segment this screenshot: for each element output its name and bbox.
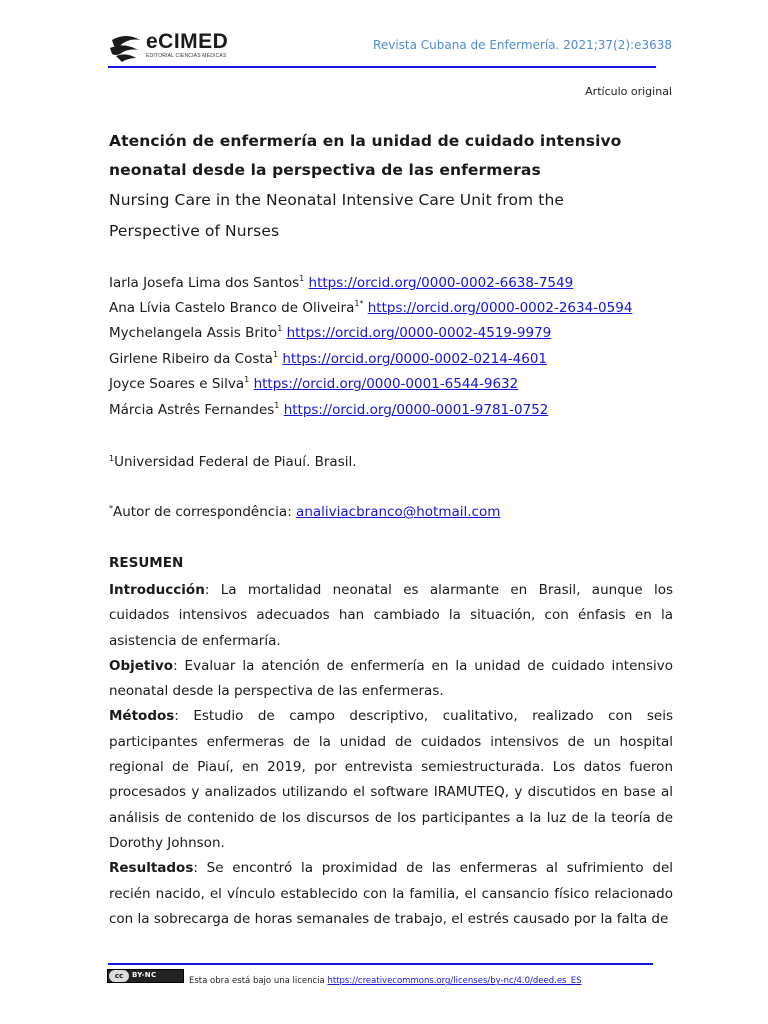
logo-subtitle: EDITORIAL CIENCIAS MÉDICAS <box>146 53 227 59</box>
author-name: Márcia Astrês Fernandes <box>109 402 275 418</box>
correspondence-label: Autor de correspondência: <box>113 504 297 520</box>
abstract-section-separator: : <box>173 657 185 674</box>
abstract-section-text: Estudio de campo descriptivo, cualitativo, realizado con seis participantes enfermeras de la unidad de cuidados intensivos de un hospital regional de Piauí, en 2019, por entrevista semiestructurada. Los datos fueron procesados y analizados utilizando el software IRAMUTEQ, y discutidos en base al análisis de contenido de los discursos de los participantes a la luz de la teoría de Dorothy Johnson. <box>109 708 674 851</box>
license-notice <box>189 976 582 986</box>
cc-icon: cc <box>109 970 129 982</box>
title-english-line-1: Nursing Care in the Neonatal Intensive Care Unit from the <box>109 191 565 209</box>
author-name: Joyce Soares e Silva <box>109 376 245 392</box>
author-affiliation-mark: 1 <box>274 401 280 410</box>
abstract-section-text: La mortalidad neonatal es alarmante en Brasil, aunque los cuidados intensivos adecuados han cambiado la situación, con énfasis en la asistencia de enfermaría. <box>109 582 673 649</box>
title-spanish-line-1: Atención de enfermería en la unidad de cuidado intensivo <box>109 132 622 150</box>
author-line <box>109 300 632 316</box>
author-line <box>109 376 518 392</box>
cc-badge-label: BY-NC <box>132 971 157 979</box>
journal-citation: Revista Cubana de Enfermería. 2021;37(2):e3638 <box>373 38 672 52</box>
header-divider <box>108 66 656 68</box>
abstract-section-text: Se encontró la proximidad de las enfermeras al sufrimiento del recién nacido, el vínculo establecido con la familia, el cansancio físico relacionado con la sobrecarga de horas semanales de trabajo, el estrés causado por la falta de <box>109 860 673 927</box>
footer-divider <box>108 963 653 965</box>
author-name: Ana Lívia Castelo Branco de Oliveira <box>109 300 355 316</box>
correspondence-mark: * <box>109 504 113 513</box>
abstract-section-label: Objetivo <box>109 657 174 674</box>
abstract-paragraph <box>109 704 673 856</box>
abstract-section-label: Introducción <box>109 582 205 598</box>
abstract-heading: RESUMEN <box>109 555 184 571</box>
title-spanish-line-2: neonatal desde la perspectiva de las enfermeras <box>109 161 541 179</box>
orcid-link[interactable]: https://orcid.org/0000-0001-9781-0752 <box>283 402 549 418</box>
orcid-link[interactable]: https://orcid.org/0000-0002-4519-9979 <box>286 325 552 341</box>
abstract-section-label: Métodos <box>109 708 175 725</box>
abstract-body <box>109 578 673 932</box>
author-line <box>109 275 573 291</box>
license-text: Esta obra está bajo una licencia <box>189 976 328 986</box>
author-affiliation-mark: 1 <box>277 324 283 333</box>
orcid-link[interactable]: https://orcid.org/0000-0002-0214-4601 <box>282 351 548 367</box>
orcid-link[interactable]: https://orcid.org/0000-0001-6544-9632 <box>253 376 519 392</box>
abstract-section-separator: : <box>174 708 194 725</box>
abstract-section-separator: : <box>193 860 207 877</box>
logo-wordmark: eCIMED <box>146 30 229 53</box>
correspondence-email-link[interactable]: analiviacbranco@hotmail.com <box>296 504 501 520</box>
author-affiliation-mark: 1* <box>354 299 364 308</box>
correspondence <box>109 504 500 520</box>
abstract-paragraph <box>109 654 673 705</box>
title-english-line-2: Perspective of Nurses <box>109 222 280 240</box>
abstract-section-text: Evaluar la atención de enfermería en la unidad de cuidado intensivo neonatal desde la perspectiva de las enfermeras. <box>109 657 673 700</box>
affiliation-mark: 1 <box>109 454 115 463</box>
author-line <box>109 402 548 418</box>
orcid-link[interactable]: https://orcid.org/0000-0002-6638-7549 <box>308 275 574 291</box>
abstract-paragraph <box>109 578 673 654</box>
article-type: Artículo original <box>585 85 672 98</box>
abstract-section-separator: : <box>204 582 221 598</box>
author-line <box>109 351 547 367</box>
author-name: Girlene Ribeiro da Costa <box>109 351 273 367</box>
affiliation <box>109 454 357 470</box>
author-name: Iarla Josefa Lima dos Santos <box>109 275 300 291</box>
author-affiliation-mark: 1 <box>244 375 250 384</box>
license-link[interactable]: https://creativecommons.org/licenses/by-nc/4.0/deed.es_ES <box>327 976 582 986</box>
author-name: Mychelangela Assis Brito <box>109 325 278 341</box>
author-affiliation-mark: 1 <box>272 350 279 359</box>
author-affiliation-mark: 1 <box>299 274 305 283</box>
orcid-link[interactable]: https://orcid.org/0000-0002-2634-0594 <box>367 300 633 316</box>
affiliation-text: Universidad Federal de Piauí. Brasil. <box>114 454 357 470</box>
abstract-section-label: Resultados <box>109 860 194 877</box>
author-line <box>109 325 551 341</box>
abstract-paragraph <box>109 856 673 932</box>
